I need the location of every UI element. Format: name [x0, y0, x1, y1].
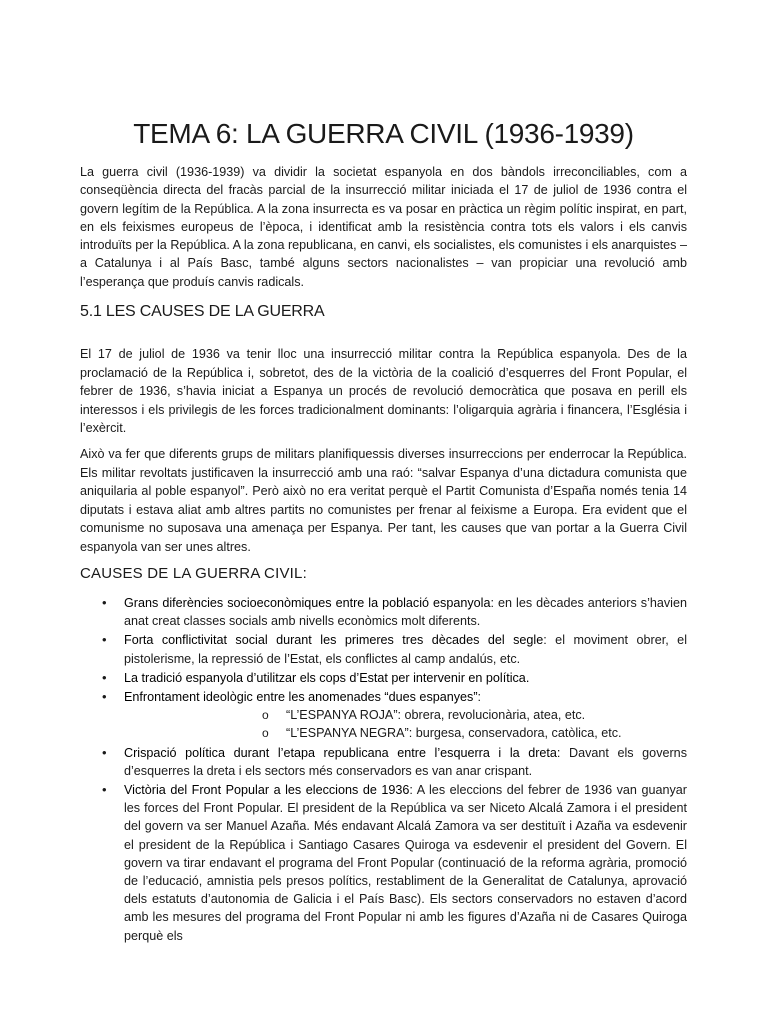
list-item: [80, 631, 687, 667]
cause-text: : Davant els governs d’esquerres la dreta i els sectors més conservadors es van anar crispant.: [124, 745, 687, 778]
cause-lead: Victòria del Front Popular a les eleccions de 1936: [124, 783, 410, 798]
paragraph-2: Això va fer que diferents grups de militars planifiquessis diverses insurreccions per enderrocar la República. Els militar revoltats justificaven la insurrecció amb una raó: “salvar Espanya d’una dictadura comunista que aniquilaria al poble espanyol”. Però això no era veritat perquè el Partit Comunista d’España només tenia 14 diputats i estava aliat amb altres partits no comunistes per frenar al feixisme a Europa. Era evident que el comunisme no suposava una amenaça per Espanya. Per tant, les causes que van portar a la Guerra Civil espanyola van ser unes altres.: [80, 447, 687, 554]
sub-list-item: [124, 724, 687, 742]
sub-item-text: “L’ESPANYA NEGRA”: burgesa, conservadora, catòlica, etc.: [286, 726, 622, 741]
circle-bullet-icon: o: [262, 708, 269, 723]
causes-heading: CAUSES DE LA GUERRA CIVIL:: [80, 565, 307, 582]
paragraph-1: El 17 de juliol de 1936 va tenir lloc una insurrecció militar contra la República espanyola. Des de la proclamació de la República i, sobretot, des de la victòria de la coalició d’esquerres del Front Popular, el febrer de 1936, s’havia iniciat a Espanya un procés de revolució democràtica que posava en perill els interessos i els privilegis de les forces tradicionalment dominants: l’oligarquia agrària i financera, l’Església i l’exèrcit.: [80, 347, 687, 435]
cause-text: : el moviment obrer, el pistolerisme, la repressió de l’Estat, els conflictes al camp andalús, etc.: [124, 633, 687, 666]
cause-lead: Forta conflictivitat social durant les primeres tres dècades del segle: [124, 633, 544, 648]
cause-lead: Grans diferències socioeconòmiques entre la població espanyola: [124, 596, 491, 610]
sub-item-text: “L’ESPANYA ROJA”: obrera, revolucionària, atea, etc.: [286, 708, 586, 723]
bullet-icon: •: [102, 744, 107, 760]
list-item: [80, 594, 687, 630]
cause-lead: La tradició espanyola d’utilitzar els cops d’Estat per intervenir en política.: [124, 670, 530, 685]
intro-paragraph: La guerra civil (1936-1939) va dividir la societat espanyola en dos bàndols irreconciliables, com a conseqüència directa del fracàs parcial de la insurrecció militar iniciada el 17 de juliol de 1936 contra el govern legítim de la República. A la zona insurrecta es va posar en pràctica un règim polític inspirat, en part, en els feixismes europeus de l’època, i identificat amb la resistència contra tots els valors i els canvis introduïts per la República. A la zona republicana, en canvi, els socialistes, els comunistes i els anarquistes – a Catalunya i al País Basc, també alguns sectors nacionalistes – van propiciar una revolució amb l’esperança que produís canvis radicals.: [80, 165, 687, 289]
section-heading: 5.1 LES CAUSES DE LA GUERRA: [80, 303, 325, 320]
bullet-icon: •: [102, 782, 107, 798]
cause-lead: Enfrontament ideològic entre les anomenades “dues espanyes”: [124, 690, 478, 705]
cause-lead: Crispació política durant l’etapa republicana entre l’esquerra i la dreta: [124, 745, 557, 760]
cause-text: : en les dècades anteriors s’havien anat creat classes socials amb nivells econòmics molt diferents.: [124, 596, 687, 629]
bullet-icon: •: [102, 669, 107, 685]
list-item: [80, 781, 687, 945]
list-item: [80, 744, 687, 780]
list-item: [80, 669, 687, 687]
causes-list: [80, 594, 687, 946]
bullet-icon: •: [102, 595, 107, 610]
cause-text: :: [477, 690, 482, 705]
bullet-icon: •: [102, 632, 107, 648]
cause-text: : A les eleccions del febrer de 1936 van guanyar les forces del Front Popular. El president de la República va ser Niceto Alcalá Zamora i el president del govern va ser Manuel Azaña. Més endavant Alcalá Zamora va ser destituït i Azaña va esdevenir el president de la República i Santiago Casares Quiroga va esdevenir el president del Govern. El govern va tirar endavant el programa del Front Popular (continuació de la reforma agrària, promoció de l’educació, amnistia pels presos polítics, restabliment de la Generalitat de Catalunya, aprovació dels estatuts d’autonomia de Galicia i el País Basc). Els sectors conservadors no estaven d’acord amb les mesures del programa del Front Popular ni amb les figures d’Azaña ni de Casares Quiroga perquè els: [124, 783, 687, 943]
list-item: [80, 688, 687, 743]
circle-bullet-icon: o: [262, 726, 269, 741]
two-spains-list: [124, 706, 687, 742]
page-title: TEMA 6: LA GUERRA CIVIL (1936-1939): [133, 118, 634, 149]
sub-list-item: [124, 706, 687, 724]
bullet-icon: •: [102, 689, 107, 705]
